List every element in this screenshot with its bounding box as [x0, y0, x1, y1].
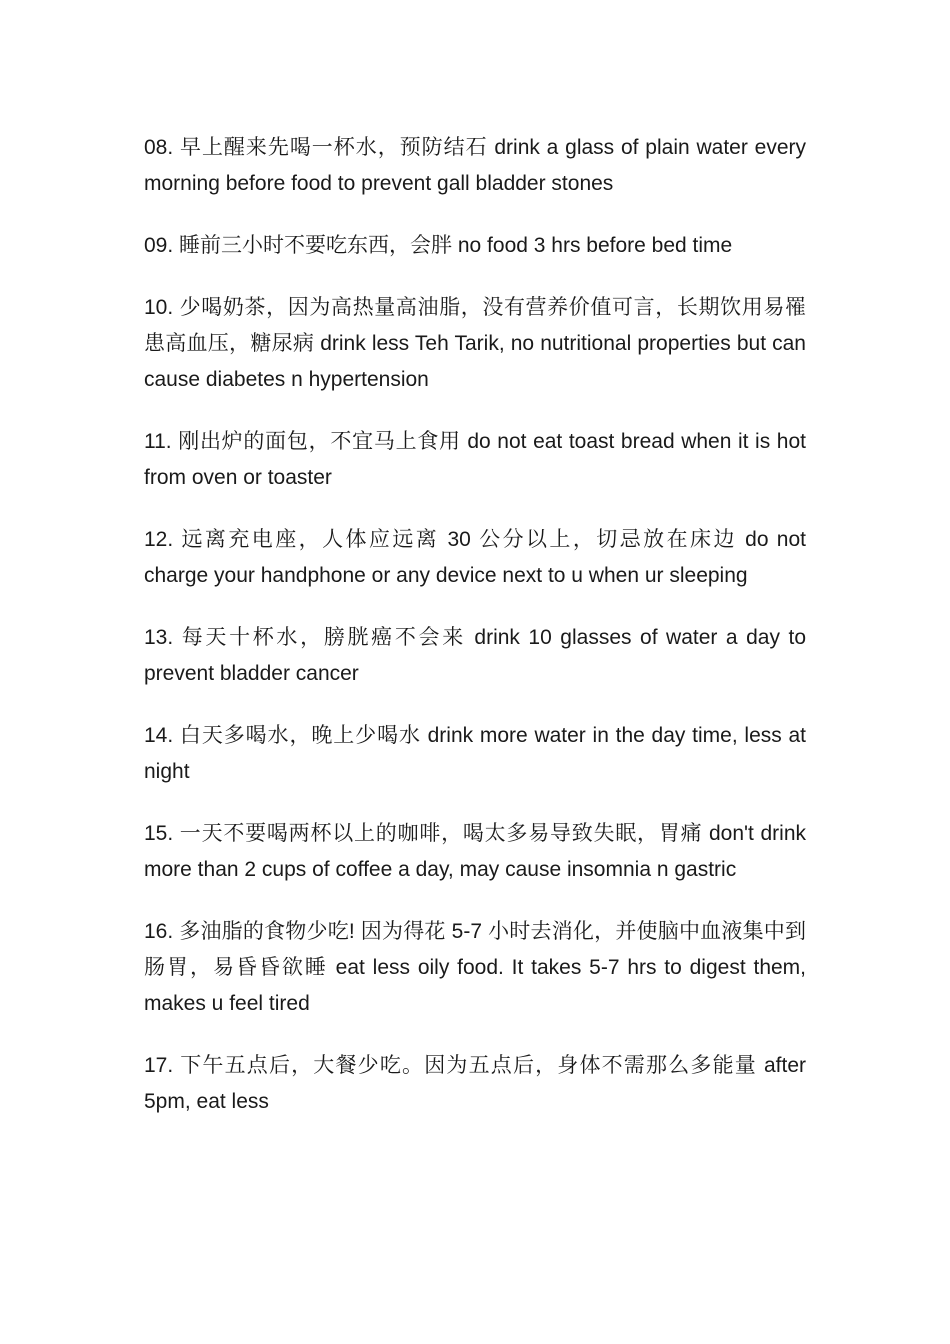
- tip-10: 10. 少喝奶茶，因为高热量高油脂，没有营养价值可言，长期饮用易罹患高血压，糖尿病 drink less Teh Tarik, no nutritional properties but can cause diabetes n hypertension: [144, 296, 806, 391]
- tips-list: [144, 130, 806, 1146]
- tip-09: 09. 睡前三小时不要吃东西，会胖 no food 3 hrs before bed time: [144, 234, 733, 257]
- tip-14: 14. 白天多喝水，晚上少喝水 drink more water in the day time, less at night: [144, 724, 806, 783]
- tip-16: 16. 多油脂的食物少吃! 因为得花 5-7 小时去消化，并使脑中血液集中到肠胃，易昏昏欲睡 eat less oily food. It takes 5-7 hrs to digest them, makes u feel tired: [144, 920, 806, 1015]
- tip-12: 12. 远离充电座，人体应远离 30 公分以上，切忌放在床边 do not charge your handphone or any device next to u when ur sleeping: [144, 528, 806, 587]
- tip-15: 15. 一天不要喝两杯以上的咖啡，喝太多易导致失眠，胃痛 don't drink more than 2 cups of coffee a day, may cause insomnia n gastric: [144, 822, 806, 881]
- tip-17: 17. 下午五点后，大餐少吃。因为五点后，身体不需那么多能量 after 5pm, eat less: [144, 1054, 806, 1113]
- tip-08: 08. 早上醒来先喝一杯水，预防结石 drink a glass of plain water every morning before food to prevent gall bladder stones: [144, 136, 806, 195]
- tip-13: 13. 每天十杯水，膀胱癌不会来 drink 10 glasses of water a day to prevent bladder cancer: [144, 626, 806, 685]
- tip-11: 11. 刚出炉的面包，不宜马上食用 do not eat toast bread when it is hot from oven or toaster: [144, 430, 806, 489]
